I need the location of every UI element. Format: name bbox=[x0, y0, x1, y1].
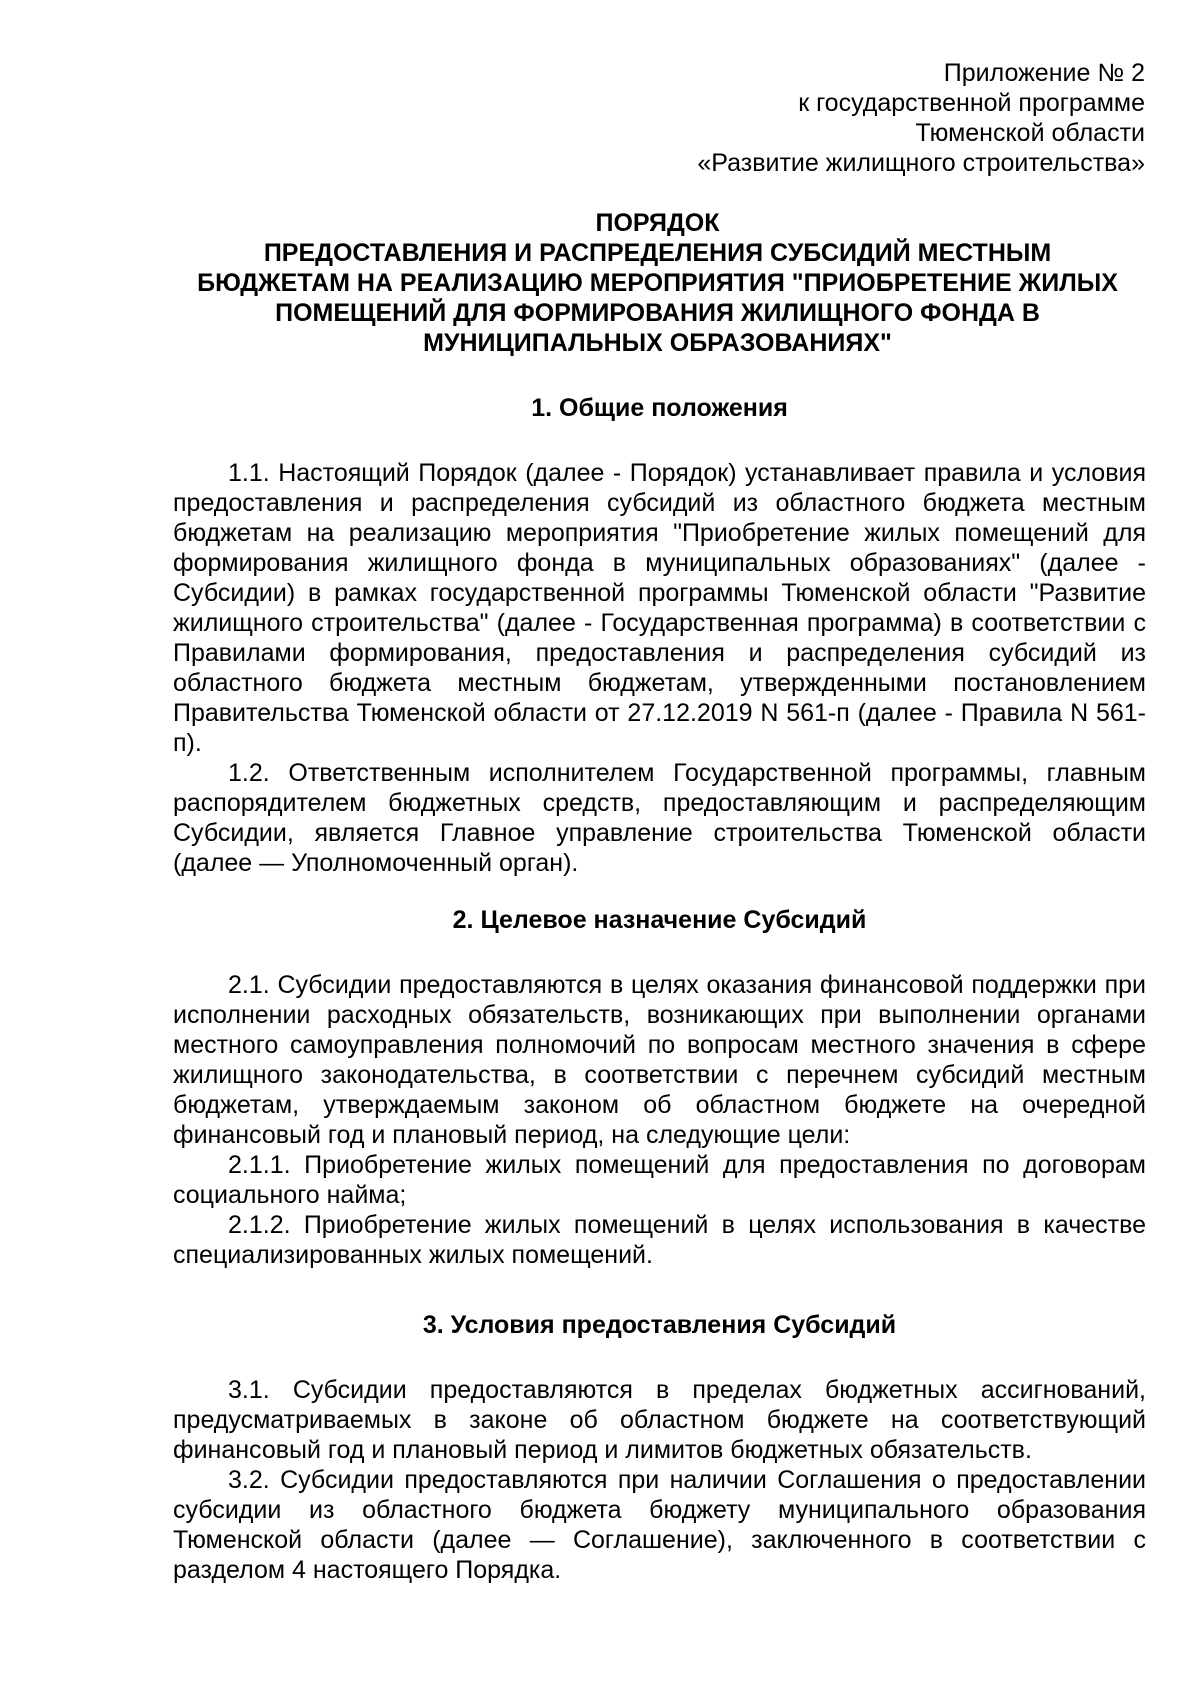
document-title bbox=[170, 208, 1145, 358]
title-line: МУНИЦИПАЛЬНЫХ ОБРАЗОВАНИЯХ" bbox=[423, 329, 892, 357]
section-general-provisions bbox=[173, 393, 1146, 878]
title-line: БЮДЖЕТАМ НА РЕАЛИЗАЦИЮ МЕРОПРИЯТИЯ "ПРИОБРЕТЕНИЕ ЖИЛЫХ bbox=[197, 269, 1118, 297]
section-heading: 2. Целевое назначение Субсидий bbox=[452, 906, 867, 934]
title-line: ПОМЕЩЕНИЙ ДЛЯ ФОРМИРОВАНИЯ ЖИЛИЩНОГО ФОНДА В bbox=[275, 299, 1040, 327]
section-heading: 3. Условия предоставления Субсидий bbox=[422, 1311, 897, 1339]
appendix-line: к государственной программе bbox=[798, 89, 1145, 117]
paragraph: 2.1. Субсидии предоставляются в целях оказания финансовой поддержки при исполнении расходных обязательств, возникающих при выполнении органами местного самоуправления полномочий по вопросам местного значения в сфере жилищного законодательства, в соответствии с перечнем субсидий местным бюджетам, утверждаемым законом об областном бюджете на очередной финансовый год и плановый период, на следующие цели: bbox=[173, 971, 1146, 1149]
section-purpose bbox=[173, 905, 1146, 1270]
paragraph: 3.1. Субсидии предоставляются в пределах бюджетных ассигнований, предусматриваемых в законе об областном бюджете на соответствующий финансовый год и плановый период и лимитов бюджетных обязательств. bbox=[173, 1376, 1146, 1464]
title-line: ПОРЯДОК bbox=[595, 209, 720, 237]
paragraph: 1.1. Настоящий Порядок (далее - Порядок) устанавливает правила и условия предоставления и распределения субсидий из областного бюджета местным бюджетам на реализацию мероприятия "Приобретение жилых помещений для формирования жилищного фонда в муниципальных образованиях" (далее - Субсидии) в рамках государственной программы Тюменской области "Развитие жилищного строительства" (далее - Государственная программа) в соответствии с Правилами формирования, предоставления и распределения субсидий из областного бюджета местным бюджетам, утвержденными постановлением Правительства Тюменской области от 27.12.2019 N 561-п (далее - Правила N 561-п). bbox=[173, 459, 1146, 757]
appendix-header bbox=[697, 58, 1145, 178]
paragraph: 2.1.1. Приобретение жилых помещений для предоставления по договорам социального найма; bbox=[173, 1151, 1146, 1209]
appendix-line: «Развитие жилищного строительства» bbox=[697, 149, 1145, 177]
title-line: ПРЕДОСТАВЛЕНИЯ И РАСПРЕДЕЛЕНИЯ СУБСИДИЙ МЕСТНЫМ bbox=[263, 239, 1052, 267]
paragraph: 2.1.2. Приобретение жилых помещений в целях использования в качестве специализированных жилых помещений. bbox=[173, 1211, 1146, 1269]
paragraph: 1.2. Ответственным исполнителем Государственной программы, главным распорядителем бюджетных средств, предоставляющим и распределяющим Субсидии, является Главное управление строительства Тюменской области (далее — Уполномоченный орган). bbox=[173, 759, 1146, 877]
appendix-line: Тюменской области bbox=[915, 119, 1145, 147]
section-conditions bbox=[173, 1310, 1146, 1585]
appendix-line: Приложение № 2 bbox=[943, 59, 1145, 87]
paragraph: 3.2. Субсидии предоставляются при наличии Соглашения о предоставлении субсидии из областного бюджета бюджету муниципального образования Тюменской области (далее — Соглашение), заключенного в соответствии с разделом 4 настоящего Порядка. bbox=[173, 1466, 1146, 1584]
section-heading: 1. Общие положения bbox=[531, 394, 788, 422]
